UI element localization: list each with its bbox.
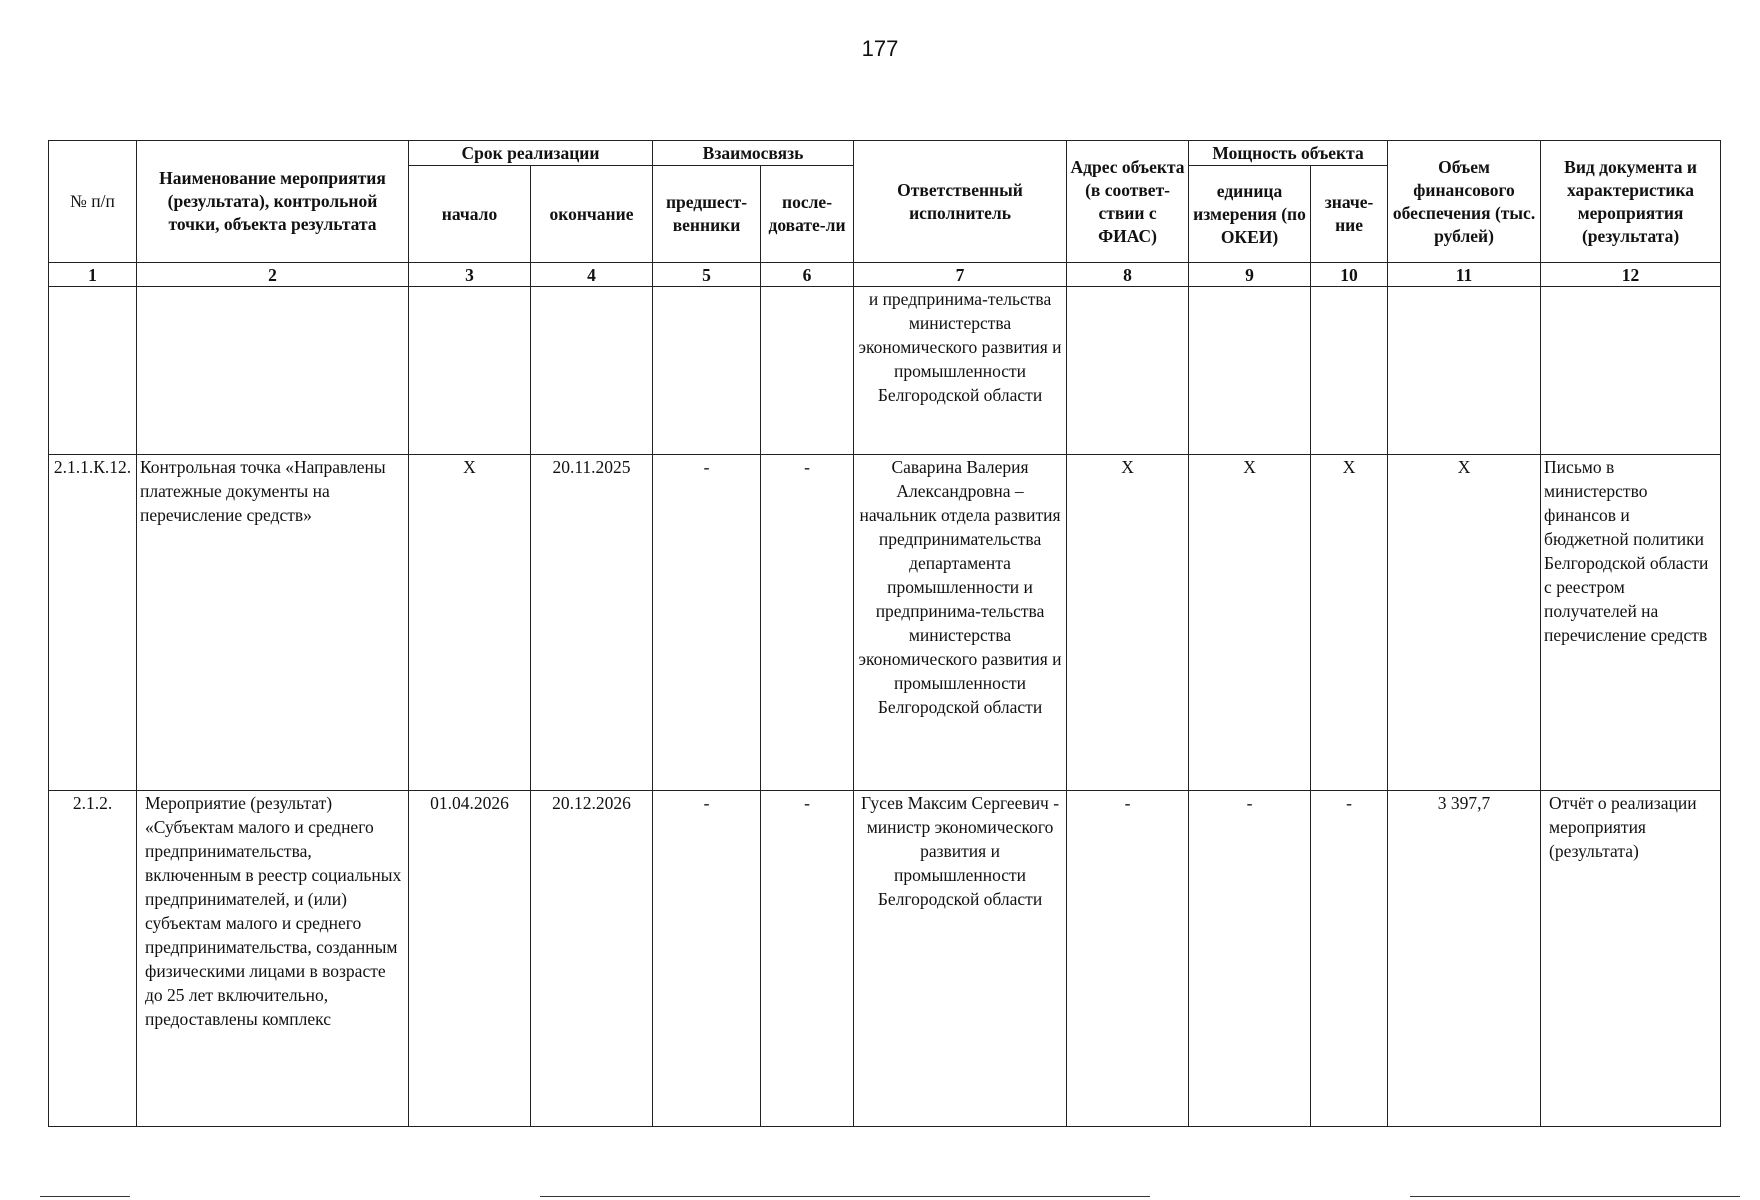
table-row (49, 287, 1721, 455)
cell-value: - (1311, 791, 1388, 1127)
cell-end: 20.12.2026 (531, 791, 653, 1127)
cell-value (1311, 287, 1388, 455)
header-value: значе-ние (1311, 166, 1388, 263)
column-number: 6 (761, 263, 854, 287)
cell-name: Контрольная точка «Направлены платежные документы на перечисление средств» (137, 455, 409, 791)
cell-finance (1388, 287, 1541, 455)
table-row (49, 455, 1721, 791)
cell-end (531, 287, 653, 455)
cell-doc (1541, 287, 1721, 455)
cell-predecessors (653, 287, 761, 455)
header-link-group: Взаимосвязь (653, 141, 854, 166)
cell-doc: Отчёт о реализации мероприятия (результата) (1541, 791, 1721, 1127)
footer-rule-right (1410, 1196, 1740, 1197)
column-number-row (49, 263, 1721, 287)
cell-unit: X (1189, 455, 1311, 791)
column-number: 5 (653, 263, 761, 287)
cell-start: 01.04.2026 (409, 791, 531, 1127)
cell-address (1067, 287, 1189, 455)
column-number: 1 (49, 263, 137, 287)
column-number: 8 (1067, 263, 1189, 287)
column-number: 3 (409, 263, 531, 287)
column-number: 10 (1311, 263, 1388, 287)
table-body (49, 287, 1721, 1127)
header-unit: единица измерения (по ОКЕИ) (1189, 166, 1311, 263)
cell-name: Мероприятие (результат) «Субъектам малого и среднего предпринимательства, включенным в реестр социальных предпринимателей, и (или) субъектам малого и среднего предпринимательства, созданным физическими лицами в возрасте до 25 лет включительно, предоставлены комплекс (137, 791, 409, 1127)
header-name: Наименование мероприятия (результата), контрольной точки, объекта результата (137, 141, 409, 263)
cell-successors: - (761, 455, 854, 791)
header-start: начало (409, 166, 531, 263)
table-header (49, 141, 1721, 287)
footer-rule-center (540, 1196, 1150, 1197)
cell-unit (1189, 287, 1311, 455)
cell-successors (761, 287, 854, 455)
cell-num (49, 287, 137, 455)
cell-doc: Письмо в министерство финансов и бюджетной политики Белгородской области с реестром получателей на перечисление средств (1541, 455, 1721, 791)
table-row (49, 791, 1721, 1127)
cell-predecessors: - (653, 791, 761, 1127)
cell-responsible: Саварина Валерия Александровна – начальник отдела развития предпринимательства департамента промышленности и предпринима-тельства министерства экономического развития и промышленности Белгородской области (854, 455, 1067, 791)
header-end: окончание (531, 166, 653, 263)
header-predecessors: предшест-венники (653, 166, 761, 263)
cell-num: 2.1.1.К.12. (49, 455, 137, 791)
cell-responsible: Гусев Максим Сергеевич - министр экономического развития и промышленности Белгородской области (854, 791, 1067, 1127)
cell-successors: - (761, 791, 854, 1127)
cell-predecessors: - (653, 455, 761, 791)
cell-start: X (409, 455, 531, 791)
column-number: 11 (1388, 263, 1541, 287)
cell-unit: - (1189, 791, 1311, 1127)
footer-rule-left (40, 1196, 130, 1197)
cell-address: X (1067, 455, 1189, 791)
page-number: 177 (861, 36, 899, 61)
column-number: 2 (137, 263, 409, 287)
header-finance: Объем финансового обеспечения (тыс. рублей) (1388, 141, 1541, 263)
header-doc: Вид документа и характеристика мероприятия (результата) (1541, 141, 1721, 263)
cell-end: 20.11.2025 (531, 455, 653, 791)
cell-finance: X (1388, 455, 1541, 791)
implementation-plan-table (48, 140, 1721, 1127)
header-capacity-group: Мощность объекта (1189, 141, 1388, 166)
header-responsible: Ответственный исполнитель (854, 141, 1067, 263)
cell-name (137, 287, 409, 455)
header-term-group: Срок реализации (409, 141, 653, 166)
cell-num: 2.1.2. (49, 791, 137, 1127)
header-address: Адрес объекта (в соответ-ствии с ФИАС) (1067, 141, 1189, 263)
cell-responsible: и предпринима-тельства министерства экономического развития и промышленности Белгородской области (854, 287, 1067, 455)
cell-finance: 3 397,7 (1388, 791, 1541, 1127)
column-number: 12 (1541, 263, 1721, 287)
header-successors: после-довате-ли (761, 166, 854, 263)
header-num: № п/п (49, 141, 137, 263)
column-number: 7 (854, 263, 1067, 287)
column-number: 4 (531, 263, 653, 287)
cell-value: X (1311, 455, 1388, 791)
cell-start (409, 287, 531, 455)
cell-address: - (1067, 791, 1189, 1127)
column-number: 9 (1189, 263, 1311, 287)
